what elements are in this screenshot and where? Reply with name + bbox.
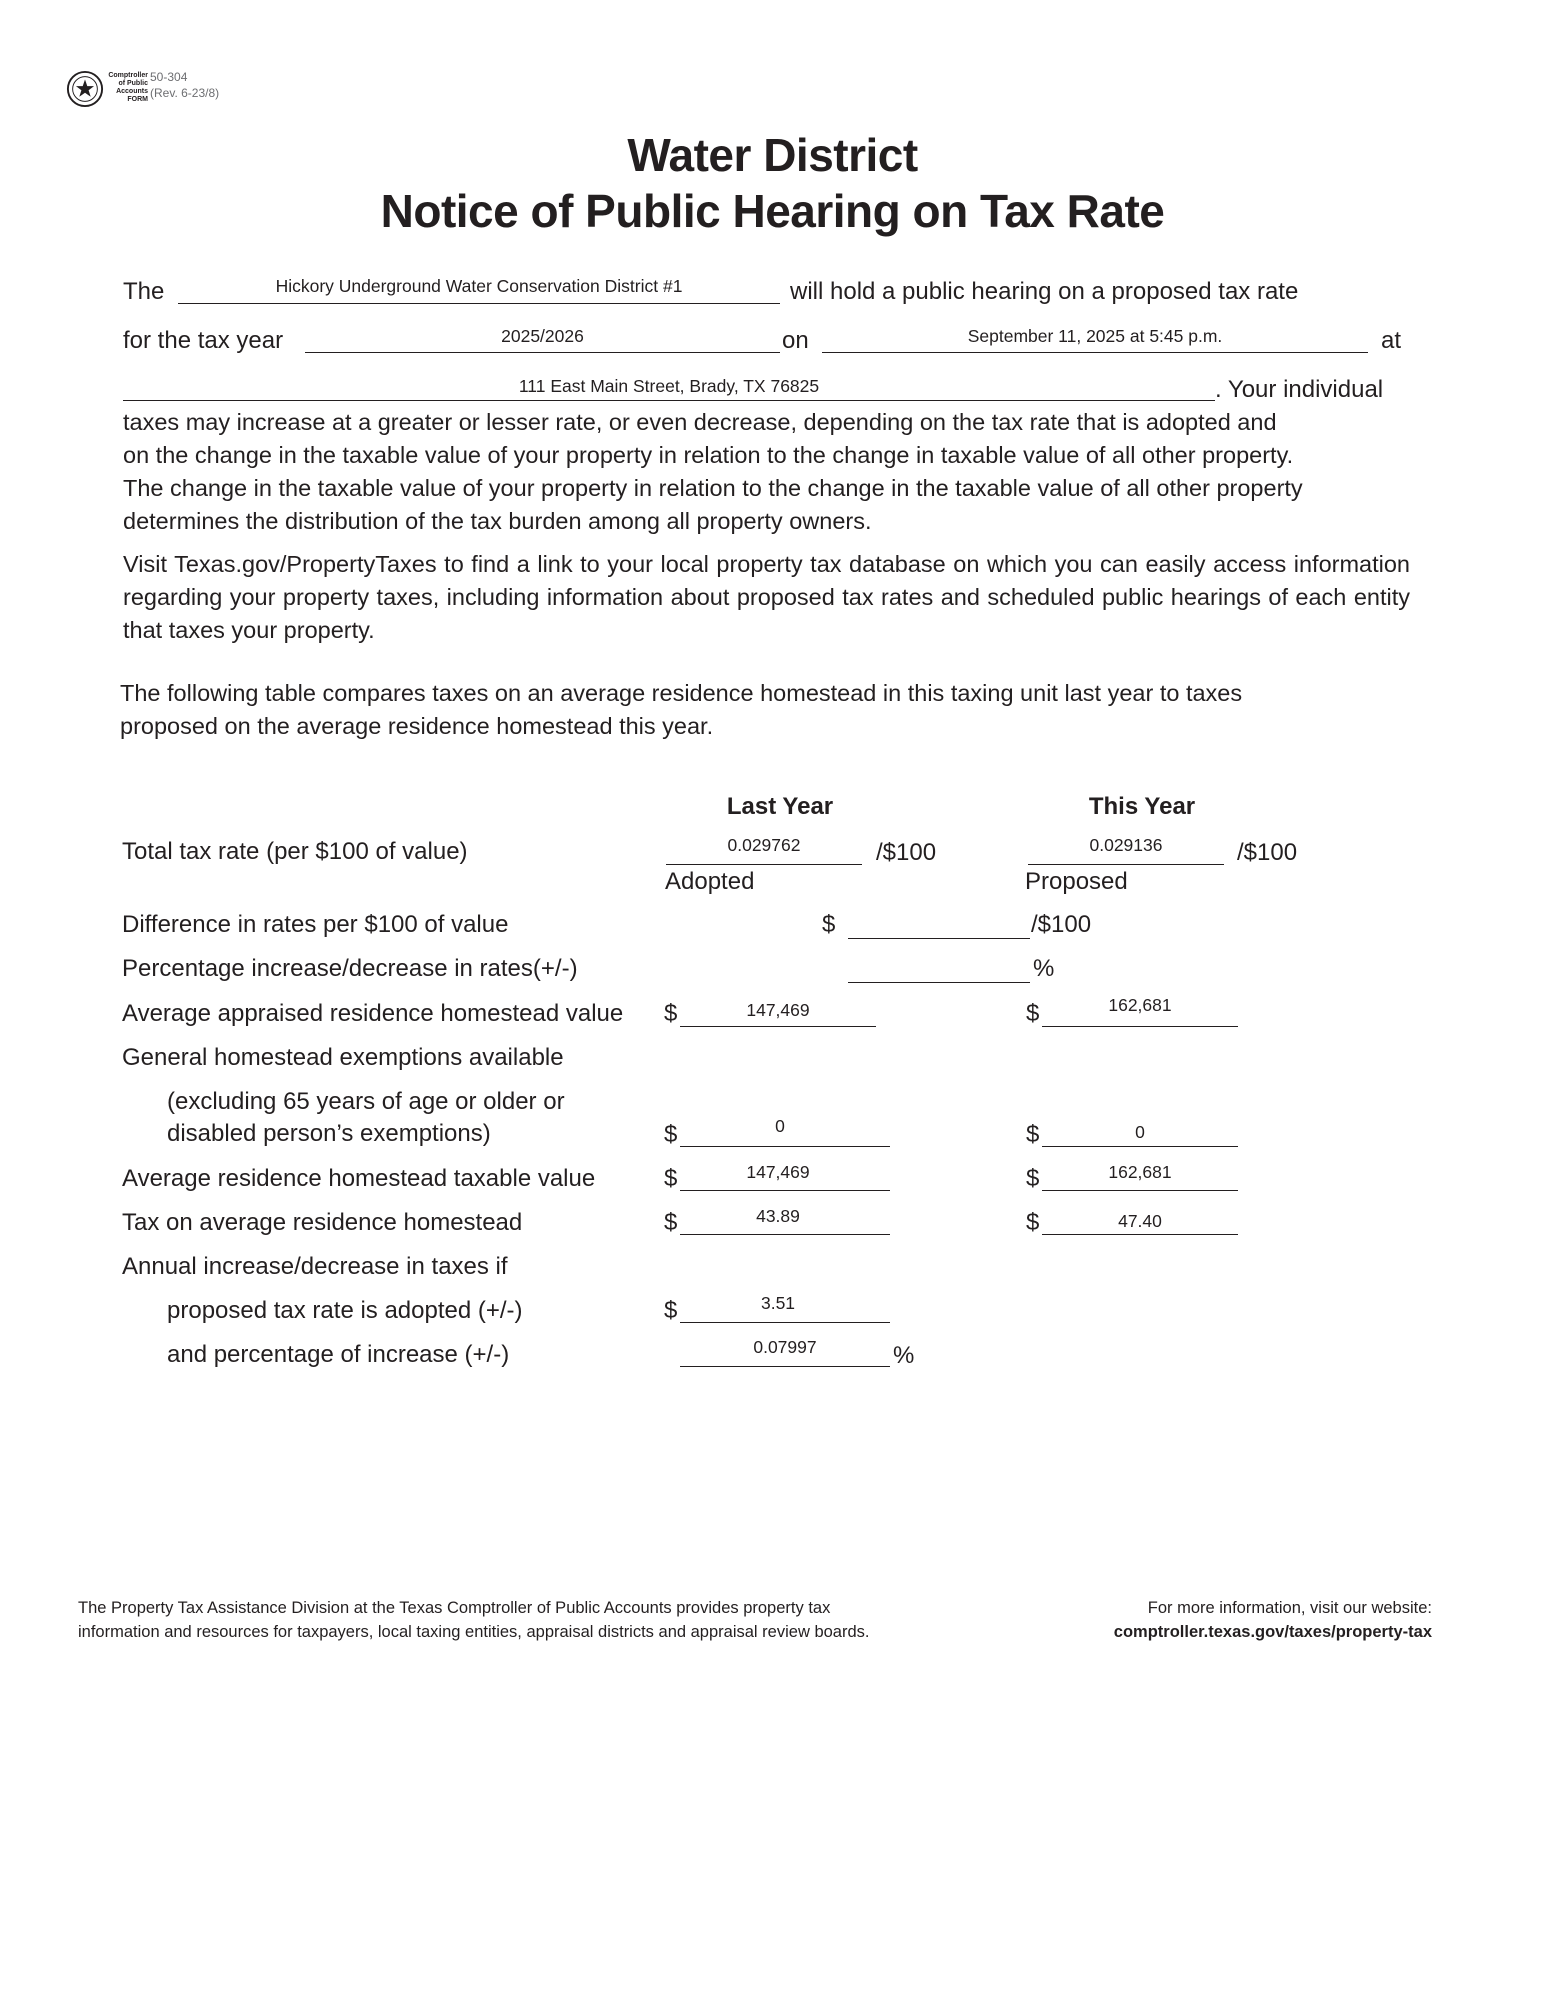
annual-change-underline xyxy=(680,1322,890,1323)
label-exemptions-sub2: disabled person’s exemptions) xyxy=(167,1120,491,1147)
paragraph-line: The following table compares taxes on an average residence homestead in this taxing unit last year to taxes xyxy=(120,680,1243,706)
label-exemptions: General homestead exemptions available xyxy=(122,1044,564,1071)
pct-underline xyxy=(848,982,1030,983)
percent-sign: % xyxy=(893,1342,915,1369)
last-exemptions-underline xyxy=(680,1146,890,1147)
last-year-taxable-field[interactable]: 147,469 xyxy=(746,1162,810,1182)
notice-for-tax-year: for the tax year xyxy=(123,327,284,354)
notice-paragraph xyxy=(123,406,1411,538)
label-annual-sub2: and percentage of increase (+/-) xyxy=(167,1341,510,1368)
paragraph-line: determines the distribution of the tax burden among all property owners. xyxy=(123,508,872,534)
notice-will-hold: will hold a public hearing on a proposed tax rate xyxy=(790,278,1299,305)
dollar-sign: $ xyxy=(664,1209,678,1236)
last-year-exemptions-field[interactable]: 0 xyxy=(775,1116,785,1136)
footer-left-line: The Property Tax Assistance Division at the Texas Comptroller of Public Accounts provides property tax xyxy=(78,1599,831,1617)
label-total-rate: Total tax rate (per $100 of value) xyxy=(122,838,468,865)
last-tax-underline xyxy=(680,1234,890,1235)
dollar-sign: $ xyxy=(1026,1165,1040,1192)
per100-last: /$100 xyxy=(876,839,937,866)
this-tax-underline xyxy=(1042,1234,1238,1235)
dollar-sign: $ xyxy=(664,1121,678,1148)
footer-right-line: For more information, visit our website: xyxy=(1147,1599,1432,1617)
notice-at: at xyxy=(1381,327,1402,354)
this-exemptions-underline xyxy=(1042,1146,1238,1147)
dollar-sign: $ xyxy=(1026,1209,1040,1236)
annual-change-field[interactable]: 3.51 xyxy=(760,1293,796,1313)
column-header-last-year: Last Year xyxy=(726,793,834,820)
district-underline xyxy=(178,303,780,304)
this-taxable-underline xyxy=(1042,1190,1238,1191)
label-difference: Difference in rates per $100 of value xyxy=(122,911,509,938)
dollar-sign: $ xyxy=(664,1165,678,1192)
table-intro-paragraph xyxy=(120,677,1408,743)
adopted-label: Adopted xyxy=(665,868,755,895)
label-taxable: Average residence homestead taxable value xyxy=(122,1165,596,1192)
dollar-sign: $ xyxy=(1026,1000,1040,1027)
per100-difference: /$100 xyxy=(1031,911,1092,938)
last-year-appraised-field[interactable]: 147,469 xyxy=(746,1000,810,1020)
label-annual-sub1: proposed tax rate is adopted (+/-) xyxy=(167,1297,523,1324)
dollar-sign: $ xyxy=(664,1297,678,1324)
hearing-date-field[interactable]: September 11, 2025 at 5:45 p.m. xyxy=(967,326,1223,346)
label-tax: Tax on average residence homestead xyxy=(122,1209,523,1236)
footer-website-link[interactable]: comptroller.texas.gov/taxes/property-tax xyxy=(1113,1623,1432,1641)
logo-text-line: Comptroller xyxy=(108,72,148,79)
footer-left-line: information and resources for taxpayers, local taxing entities, appraisal districts and appraisal review boards. xyxy=(78,1623,870,1641)
annual-pct-field[interactable]: 0.07997 xyxy=(753,1337,817,1357)
dollar-sign: $ xyxy=(1026,1121,1040,1148)
difference-underline xyxy=(848,938,1030,939)
proposed-label: Proposed xyxy=(1025,868,1128,895)
label-annual: Annual increase/decrease in taxes if xyxy=(122,1253,508,1280)
logo-text-line: of Public xyxy=(118,80,148,87)
label-pct-change: Percentage increase/decrease in rates(+/-) xyxy=(122,955,578,982)
hearing-location-field[interactable]: 111 East Main Street, Brady, TX 76825 xyxy=(518,376,820,396)
form-revision: (Rev. 6-23/8) xyxy=(150,86,220,100)
notice-the: The xyxy=(123,278,165,305)
last-year-tax-field[interactable]: 43.89 xyxy=(756,1206,800,1226)
tax-year-field[interactable]: 2025/2026 xyxy=(501,326,584,346)
this-rate-underline xyxy=(1028,864,1224,865)
notice-your-individual: . Your individual xyxy=(1215,376,1384,403)
this-year-taxable-field[interactable]: 162,681 xyxy=(1108,1162,1172,1182)
page-title-line2: Notice of Public Hearing on Tax Rate xyxy=(380,185,1165,237)
logo-text-block xyxy=(108,72,148,104)
paragraph-line: proposed on the average residence homestead this year. xyxy=(120,713,714,739)
last-rate-underline xyxy=(666,864,862,865)
footer-right xyxy=(1000,1596,1432,1644)
this-appraised-underline xyxy=(1042,1026,1238,1027)
tax-year-underline xyxy=(305,352,780,353)
page-title-line1: Water District xyxy=(627,129,918,181)
percent-sign: % xyxy=(1033,955,1055,982)
this-year-tax-field[interactable]: 47.40 xyxy=(1118,1211,1162,1231)
logo-text-line: FORM xyxy=(127,96,148,103)
this-year-rate-field[interactable]: 0.029136 xyxy=(1089,835,1163,855)
per100-this: /$100 xyxy=(1237,839,1298,866)
last-year-rate-field[interactable]: 0.029762 xyxy=(727,835,801,855)
last-appraised-underline xyxy=(680,1026,876,1027)
annual-pct-underline xyxy=(680,1366,890,1367)
notice-on: on xyxy=(782,327,809,354)
form-number: 50-304 xyxy=(150,70,188,84)
comptroller-seal-logo xyxy=(66,70,104,108)
dollar-sign: $ xyxy=(664,1000,678,1027)
paragraph-line: taxes may increase at a greater or lesser rate, or even decrease, depending on the tax rate that is adopted and xyxy=(123,409,1277,435)
column-header-this-year: This Year xyxy=(1088,793,1196,820)
dollar-difference: $ xyxy=(822,911,836,938)
label-exemptions-sub1: (excluding 65 years of age or older or xyxy=(167,1088,565,1115)
location-underline xyxy=(123,400,1215,401)
visit-paragraph: Visit Texas.gov/PropertyTaxes to find a link to your local property tax database on which you can easily access information regarding your property taxes, including information about proposed tax rates and scheduled public hearings of each entity that taxes your property. xyxy=(123,551,1410,643)
date-underline xyxy=(822,352,1368,353)
paragraph-line: The change in the taxable value of your property in relation to the change in the taxable value of all other property xyxy=(123,475,1303,501)
district-name-field[interactable]: Hickory Underground Water Conservation District #1 xyxy=(275,276,683,296)
this-year-exemptions-field[interactable]: 0 xyxy=(1135,1122,1145,1142)
logo-text-line: Accounts xyxy=(116,88,148,95)
label-appraised: Average appraised residence homestead value xyxy=(122,1000,624,1027)
paragraph-line: on the change in the taxable value of your property in relation to the change in taxable value of all other property. xyxy=(123,442,1294,468)
last-taxable-underline xyxy=(680,1190,890,1191)
this-year-appraised-field[interactable]: 162,681 xyxy=(1108,995,1172,1015)
footer-left xyxy=(78,1596,978,1644)
